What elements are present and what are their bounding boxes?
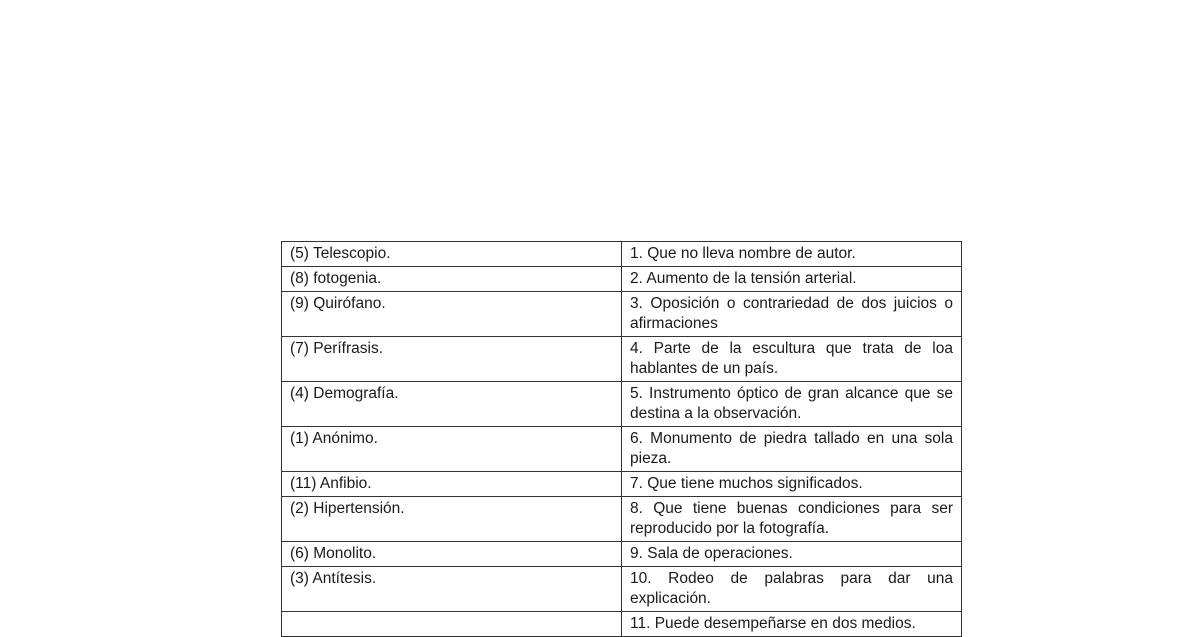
term-cell: (11) Anfibio. (282, 472, 622, 497)
definition-cell: 4. Parte de la escultura que trata de loa hablantes de un país. (622, 337, 962, 382)
definition-cell: 8. Que tiene buenas condiciones para ser reproducido por la fotografía. (622, 497, 962, 542)
table-row (282, 497, 962, 542)
definition-cell: 3. Oposición o contrariedad de dos juicios o afirmaciones (622, 292, 962, 337)
table-row (282, 267, 962, 292)
term-cell (282, 612, 622, 637)
term-cell: (8) fotogenia. (282, 267, 622, 292)
matching-table-body (282, 242, 962, 637)
term-cell: (7) Perífrasis. (282, 337, 622, 382)
term-cell: (3) Antítesis. (282, 567, 622, 612)
definition-cell: 7. Que tiene muchos significados. (622, 472, 962, 497)
table-row (282, 242, 962, 267)
table-row (282, 337, 962, 382)
table-row (282, 382, 962, 427)
term-cell: (5) Telescopio. (282, 242, 622, 267)
definition-cell: 9. Sala de operaciones. (622, 542, 962, 567)
table-row (282, 542, 962, 567)
term-cell: (6) Monolito. (282, 542, 622, 567)
definition-cell: 6. Monumento de piedra tallado en una sola pieza. (622, 427, 962, 472)
table-row (282, 567, 962, 612)
table-row (282, 472, 962, 497)
term-cell: (1) Anónimo. (282, 427, 622, 472)
term-cell: (9) Quirófano. (282, 292, 622, 337)
definition-cell: 2. Aumento de la tensión arterial. (622, 267, 962, 292)
table-row (282, 292, 962, 337)
term-cell: (2) Hipertensión. (282, 497, 622, 542)
table-row (282, 427, 962, 472)
definition-cell: 11. Puede desempeñarse en dos medios. (622, 612, 962, 637)
definition-cell: 1. Que no lleva nombre de autor. (622, 242, 962, 267)
definition-cell: 5. Instrumento óptico de gran alcance que se destina a la observación. (622, 382, 962, 427)
term-cell: (4) Demografía. (282, 382, 622, 427)
table-row (282, 612, 962, 637)
matching-table (281, 241, 962, 637)
definition-cell: 10. Rodeo de palabras para dar una explicación. (622, 567, 962, 612)
